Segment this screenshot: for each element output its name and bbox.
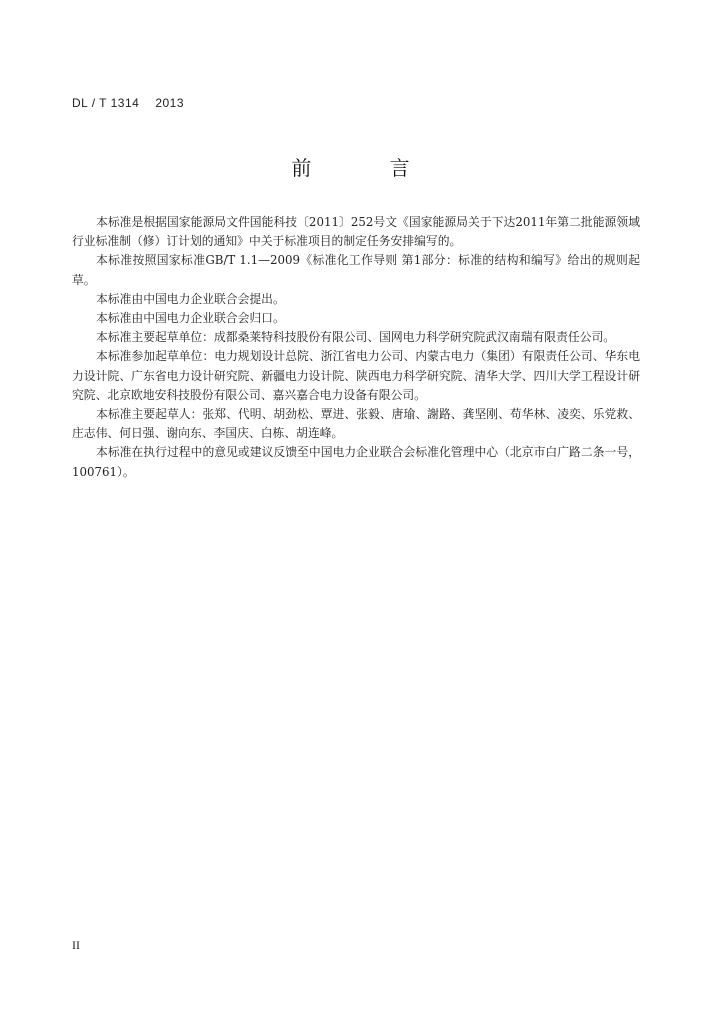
paragraph-centralized: 本标准由中国电力企业联合会归口。 <box>96 311 285 326</box>
document-code-header <box>72 96 184 110</box>
paragraph-feedback: 本标准在执行过程中的意见或建议反馈至中国电力企业联合会标准化管理中心（北京市白广路二条一号，100761）。 <box>72 445 640 479</box>
paragraph-basis: 本标准是根据国家能源局文件国能科技〔2011〕252号文《国家能源局关于下达2011年第二批能源领域行业标准制（修）订计划的通知》中关于标准项目的制定任务安排编写的。 <box>72 215 640 249</box>
paragraph-proposer: 本标准由中国电力企业联合会提出。 <box>96 291 285 306</box>
paragraph-main-drafting-units: 本标准主要起草单位：成都桑莱特科技股份有限公司、国网电力科学研究院武汉南瑞有限责任公司。 <box>96 330 616 345</box>
page-number: II <box>72 938 80 952</box>
paragraph-drafting-rules: 本标准按照国家标准GB/T 1.1—2009《标准化工作导则 第1部分：标准的结构和编写》给出的规则起草。 <box>72 253 640 287</box>
foreword-body <box>72 213 640 482</box>
standard-year: 2013 <box>155 96 185 110</box>
standard-code: DL / T 1314 <box>72 96 140 110</box>
paragraph-participating-units: 本标准参加起草单位：电力规划设计总院、浙江省电力公司、内蒙古电力（集团）有限责任公司、华东电力设计院、广东省电力设计研究院、新疆电力设计院、陕西电力科学研究院、清华大学、四川大学工程设计研究院、北京欧地安科技股份有限公司、嘉兴嘉合电力设备有限公司。 <box>72 349 640 402</box>
paragraph-main-drafters: 本标准主要起草人：张郑、代明、胡劲松、覃进、张毅、唐瑜、謝路、龚坚刚、苟华林、凌奕、乐党救、庄志伟、何日强、谢向东、李国庆、白栋、胡连峰。 <box>72 407 640 441</box>
page-title: 前 言 <box>291 156 446 180</box>
